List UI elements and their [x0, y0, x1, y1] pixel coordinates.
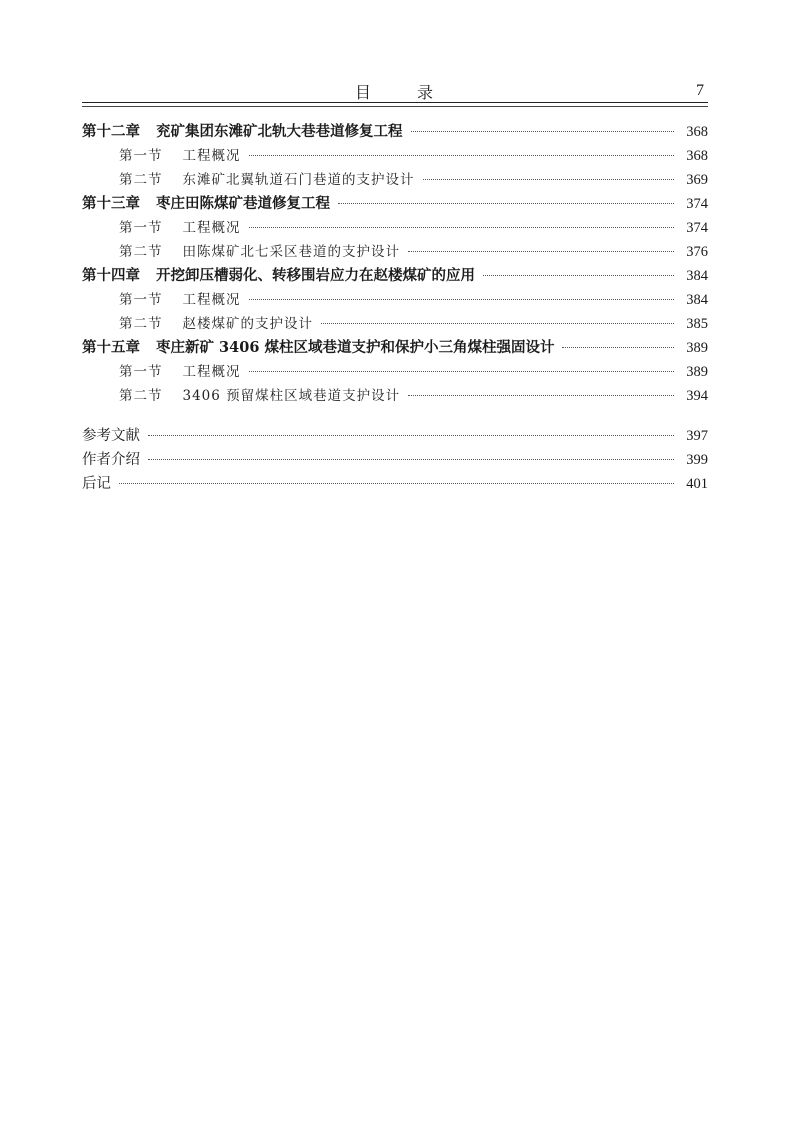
toc-section[interactable]	[82, 384, 708, 408]
header-rule-thick	[82, 102, 708, 103]
section-title: 工程概况	[182, 364, 241, 380]
dot-leader	[249, 299, 675, 300]
toc-section[interactable]	[82, 240, 708, 264]
chapter-label	[82, 192, 330, 213]
section-number: 第一节	[119, 364, 163, 380]
section-title: 工程概况	[182, 148, 241, 164]
section-number: 第二节	[119, 388, 163, 404]
dot-leader	[408, 395, 674, 396]
section-label	[82, 288, 241, 308]
chapter-number: 第十二章	[82, 123, 140, 140]
chapter-label	[82, 264, 475, 285]
section-title: 工程概况	[182, 220, 241, 236]
toc-section[interactable]	[82, 360, 708, 384]
dot-leader	[321, 323, 674, 324]
chapter-label	[82, 336, 554, 357]
dot-leader	[119, 483, 674, 484]
header-title-left: 目	[354, 83, 373, 102]
back-matter-page: 399	[686, 452, 708, 468]
section-label	[82, 168, 415, 188]
section-page: 385	[686, 316, 708, 332]
running-header	[82, 78, 708, 102]
chapter-label	[82, 120, 403, 141]
chapter-page: 384	[686, 268, 708, 284]
toc-back-matter[interactable]	[82, 424, 708, 448]
section-page: 374	[686, 220, 708, 236]
dot-leader	[249, 371, 675, 372]
back-matter-page: 397	[686, 428, 708, 444]
dot-leader	[408, 251, 674, 252]
toc-back-matter[interactable]	[82, 448, 708, 472]
section-page: 394	[686, 388, 708, 404]
back-matter-title: 参考文献	[82, 428, 140, 444]
chapter-title: 枣庄田陈煤矿巷道修复工程	[156, 195, 330, 212]
dot-leader	[483, 275, 674, 276]
toc-section[interactable]	[82, 168, 708, 192]
back-matter-title: 作者介绍	[82, 452, 140, 468]
dot-leader	[148, 459, 674, 460]
section-number: 第二节	[119, 244, 163, 260]
section-number: 第二节	[119, 316, 163, 332]
dot-leader	[249, 155, 675, 156]
section-title: 东滩矿北翼轨道石门巷道的支护设计	[182, 172, 415, 188]
header-rule-thin	[82, 106, 708, 107]
section-title: 田陈煤矿北七采区巷道的支护设计	[182, 244, 400, 260]
header-title-right: 录	[417, 83, 436, 102]
section-title: 工程概况	[182, 292, 241, 308]
dot-leader	[423, 179, 675, 180]
chapter-number: 第十五章	[82, 339, 140, 356]
back-matter-title: 后记	[82, 476, 111, 492]
toc-chapter[interactable]	[82, 264, 708, 288]
section-number: 第二节	[119, 172, 163, 188]
section-label	[82, 144, 241, 164]
chapter-page: 368	[686, 124, 708, 140]
section-number: 第一节	[119, 292, 163, 308]
chapter-number: 第十四章	[82, 267, 140, 284]
toc-section[interactable]	[82, 216, 708, 240]
section-title: 赵楼煤矿的支护设计	[182, 316, 313, 332]
section-page: 376	[686, 244, 708, 260]
chapter-number: 第十三章	[82, 195, 140, 212]
dot-leader	[249, 227, 675, 228]
chapter-title: 兖矿集团东滩矿北轨大巷巷道修复工程	[156, 123, 403, 140]
section-page: 369	[686, 172, 708, 188]
chapter-title: 枣庄新矿 3406 煤柱区域巷道支护和保护小三角煤柱强固设计	[156, 339, 555, 356]
toc-section[interactable]	[82, 312, 708, 336]
header-title	[82, 80, 708, 103]
section-number: 第一节	[119, 220, 163, 236]
toc-section[interactable]	[82, 144, 708, 168]
toc-chapter[interactable]	[82, 120, 708, 144]
chapter-page: 389	[686, 340, 708, 356]
chapter-page: 374	[686, 196, 708, 212]
section-page: 384	[686, 292, 708, 308]
section-page: 389	[686, 364, 708, 380]
back-matter-page: 401	[686, 476, 708, 492]
section-label	[82, 360, 241, 380]
table-of-contents	[82, 120, 708, 496]
section-page: 368	[686, 148, 708, 164]
dot-leader	[148, 435, 674, 436]
section-title: 3406 预留煤柱区域巷道支护设计	[182, 388, 401, 404]
dot-leader	[338, 203, 674, 204]
chapter-title: 开挖卸压槽弱化、转移围岩应力在赵楼煤矿的应用	[156, 267, 475, 284]
toc-back-matter[interactable]	[82, 472, 708, 496]
section-label	[82, 240, 400, 260]
dot-leader	[411, 131, 675, 132]
section-label	[82, 312, 313, 332]
section-number: 第一节	[119, 148, 163, 164]
dot-leader	[562, 347, 674, 348]
header-page-number: 7	[696, 82, 704, 99]
toc-section[interactable]	[82, 288, 708, 312]
section-label	[82, 384, 400, 404]
toc-chapter[interactable]	[82, 336, 708, 360]
section-label	[82, 216, 241, 236]
toc-chapter[interactable]	[82, 192, 708, 216]
